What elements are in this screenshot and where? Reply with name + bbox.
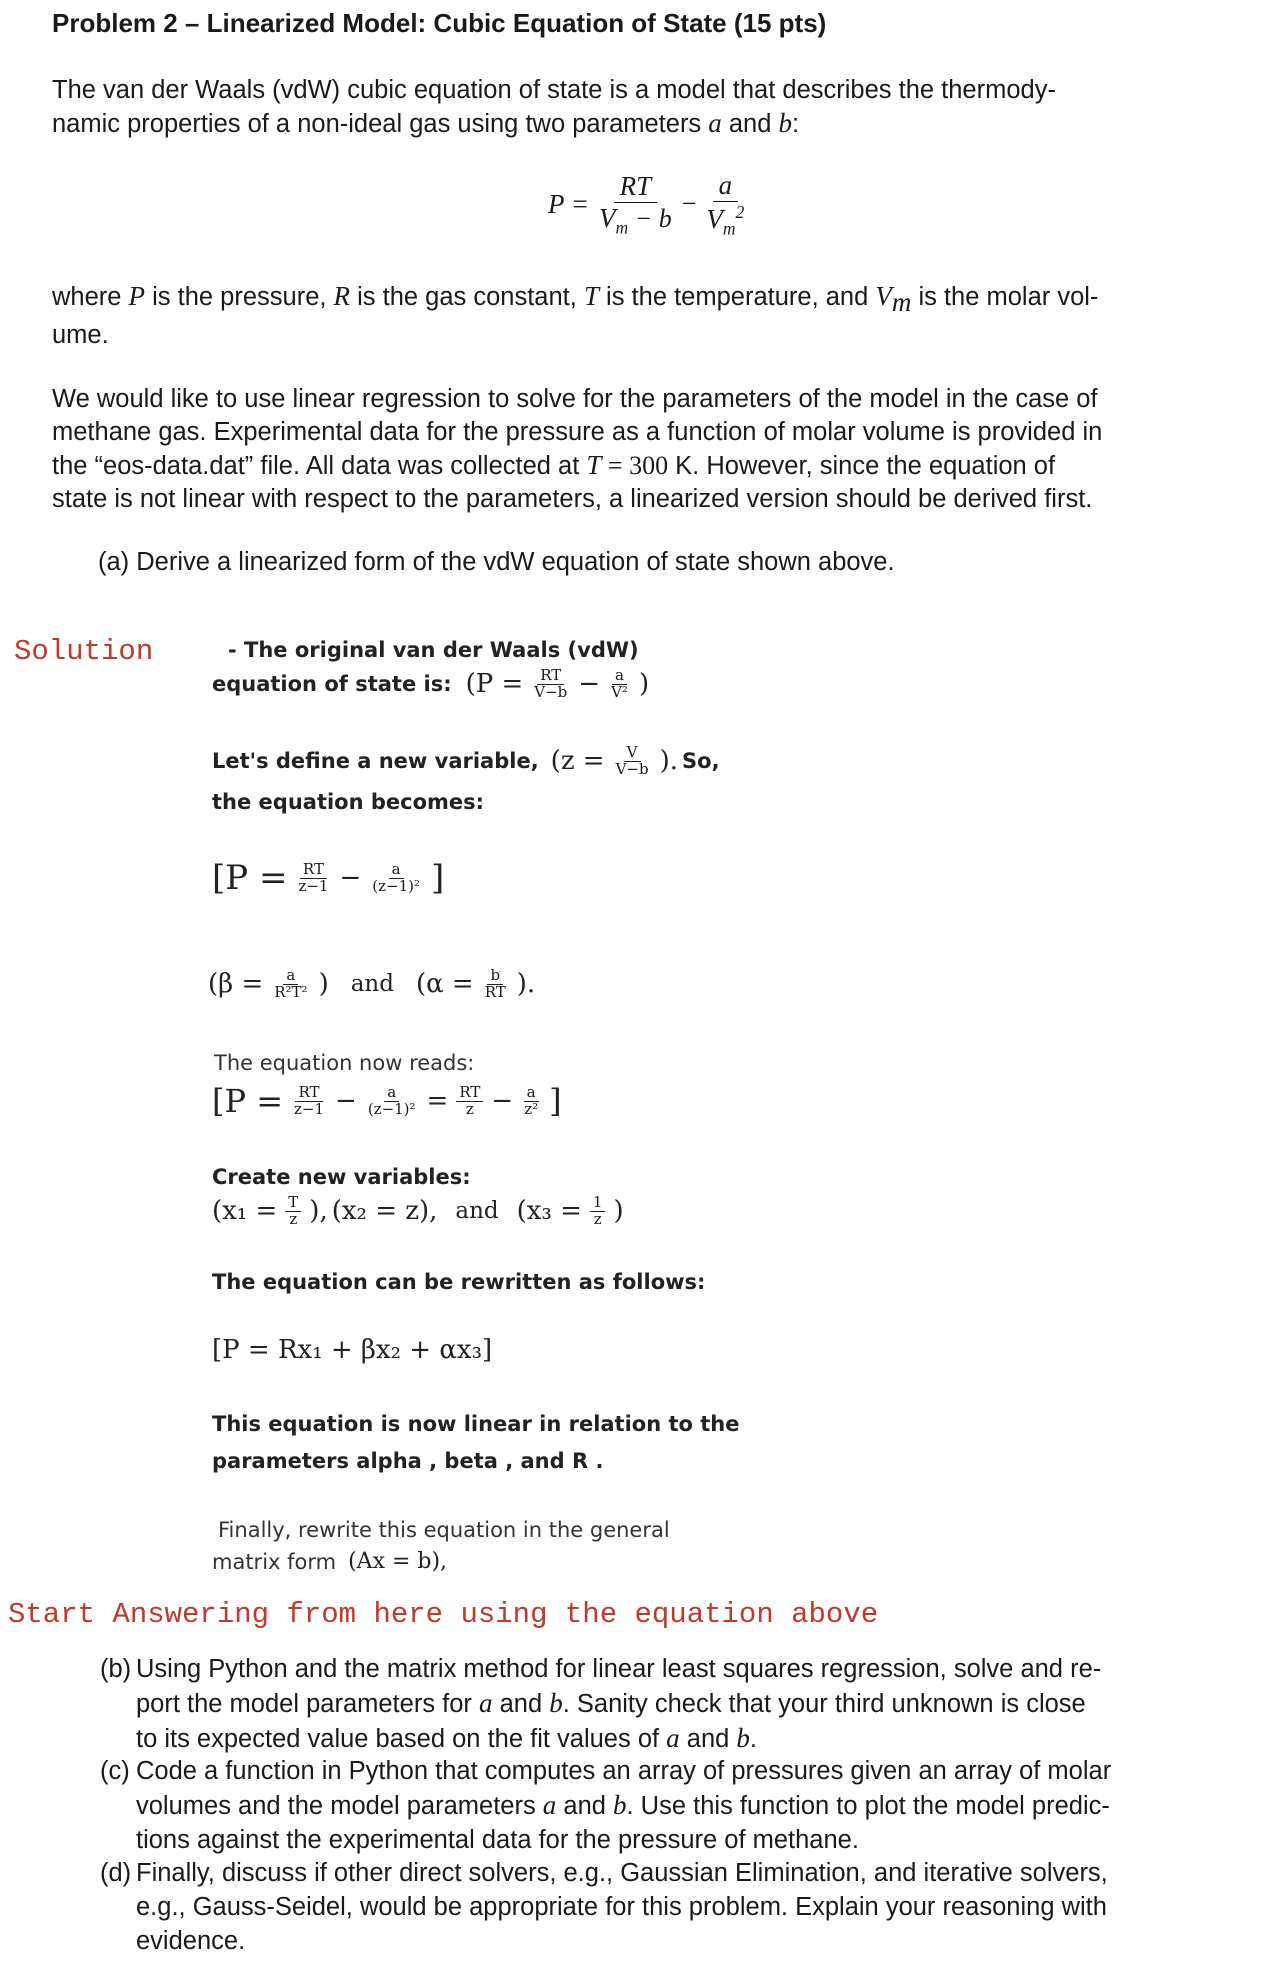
fraction-rt: $\frac{RT}{V_m - b}$ — [598, 171, 672, 238]
linear-equation: [P = Rx₁ + βx₂ + αx₃] — [212, 1335, 493, 1365]
substituted-equation: [P = $\frac{RT}{z-1}$ − $\frac{a}{\text{(z−1)²}}$ ] — [212, 858, 445, 898]
part-a: (a) Derive a linearized form of the vdW equation of state shown above. — [98, 548, 895, 576]
solution-step1-line1: - The original van der Waals (vdW) — [228, 638, 639, 662]
part-b: (b) Using Python and the matrix method for linear least squares regression, solve and re- port the model parameters for a and b. Sanity check that your third unknown is close to its expected value based on the fit values of a and b. — [100, 1655, 1102, 1753]
intro-paragraph — [52, 74, 1252, 141]
linear-explanation-line1: This equation is now linear in relation to the — [212, 1412, 740, 1436]
part-c: (c) Code a function in Python that computes an array of pressures given an array of molar volumes and the model parameters a and b. Use this function to plot the model predic- tions against the experimental data for the pressure of methane. — [100, 1757, 1112, 1854]
new-variables-definitions: (x₁ = $\frac{T}{z}$ ), (x₂ = z), and (x₃ = $\frac{1}{z}$ ) — [212, 1193, 624, 1228]
solution-label: Solution — [14, 635, 154, 668]
rewritten-text: The equation can be rewritten as follows: — [212, 1270, 706, 1294]
intro-line-1: The van der Waals (vdW) cubic equation of state is a model that describes the thermody- — [52, 76, 1056, 104]
where-paragraph: where P is the pressure, R is the gas constant, T is the temperature, and $V_m$ is the molar vol- ume. — [52, 281, 1099, 350]
intro-line-2: namic properties of a non-ideal gas using two parameters a and b: — [52, 108, 800, 138]
start-answering-label: Start Answering from here using the equation above — [8, 1598, 879, 1631]
solution-step1-line2: equation of state is: (P = $\frac{RT}{V-b}$ − $\frac{a}{\text{V²}}$ ) — [212, 666, 650, 701]
create-variables-text: Create new variables: — [212, 1165, 471, 1189]
linear-explanation-line2: parameters alpha , beta , and R . — [212, 1449, 604, 1473]
final-line2: matrix form (Ax = b), — [212, 1549, 448, 1574]
part-d: (d) Finally, discuss if other direct solvers, e.g., Gaussian Elimination, and iterative solvers, e.g., Gauss-Seidel, would be appropriate for this problem. Explain your reasoning with evidence. — [100, 1859, 1108, 1955]
rewritten-equation: [P = $\frac{RT}{z-1}$ − $\frac{a}{\text{(z−1)²}}$ = $\frac{RT}{z}$ − $\frac{a}{\text{z²}}$ ] — [212, 1082, 562, 1120]
beta-alpha-definitions: (β = $\frac{a}{\text{R²T²}}$ ) and (α = $\frac{b}{RT}$ ). — [208, 966, 536, 1001]
solution-step2-line1: Let's define a new variable, (z = $\frac{V}{V-b}$ ). So, — [212, 743, 720, 778]
solution-step2-line2: the equation becomes: — [212, 790, 485, 814]
vdw-equation: P = $\frac{RT}{V_m - b}$ − $\frac{a}{V_m^2}$ — [548, 170, 750, 239]
fraction-a: $\frac{a}{V_m^2}$ — [706, 170, 745, 239]
regression-paragraph: We would like to use linear regression to solve for the parameters of the model in the case of methane gas. Experimental data for the pressure as a function of molar volume is provided in the “eos-data.dat” file. All data was collected at T = 300 K. However, since the equation of state is not linear with respect to the parameters, a linearized version should be derived first. — [52, 385, 1103, 513]
now-reads-text: The equation now reads: — [214, 1051, 475, 1075]
page-title: Problem 2 – Linearized Model: Cubic Equation of State (15 pts) — [52, 8, 827, 38]
final-line1: Finally, rewrite this equation in the general — [218, 1518, 670, 1542]
